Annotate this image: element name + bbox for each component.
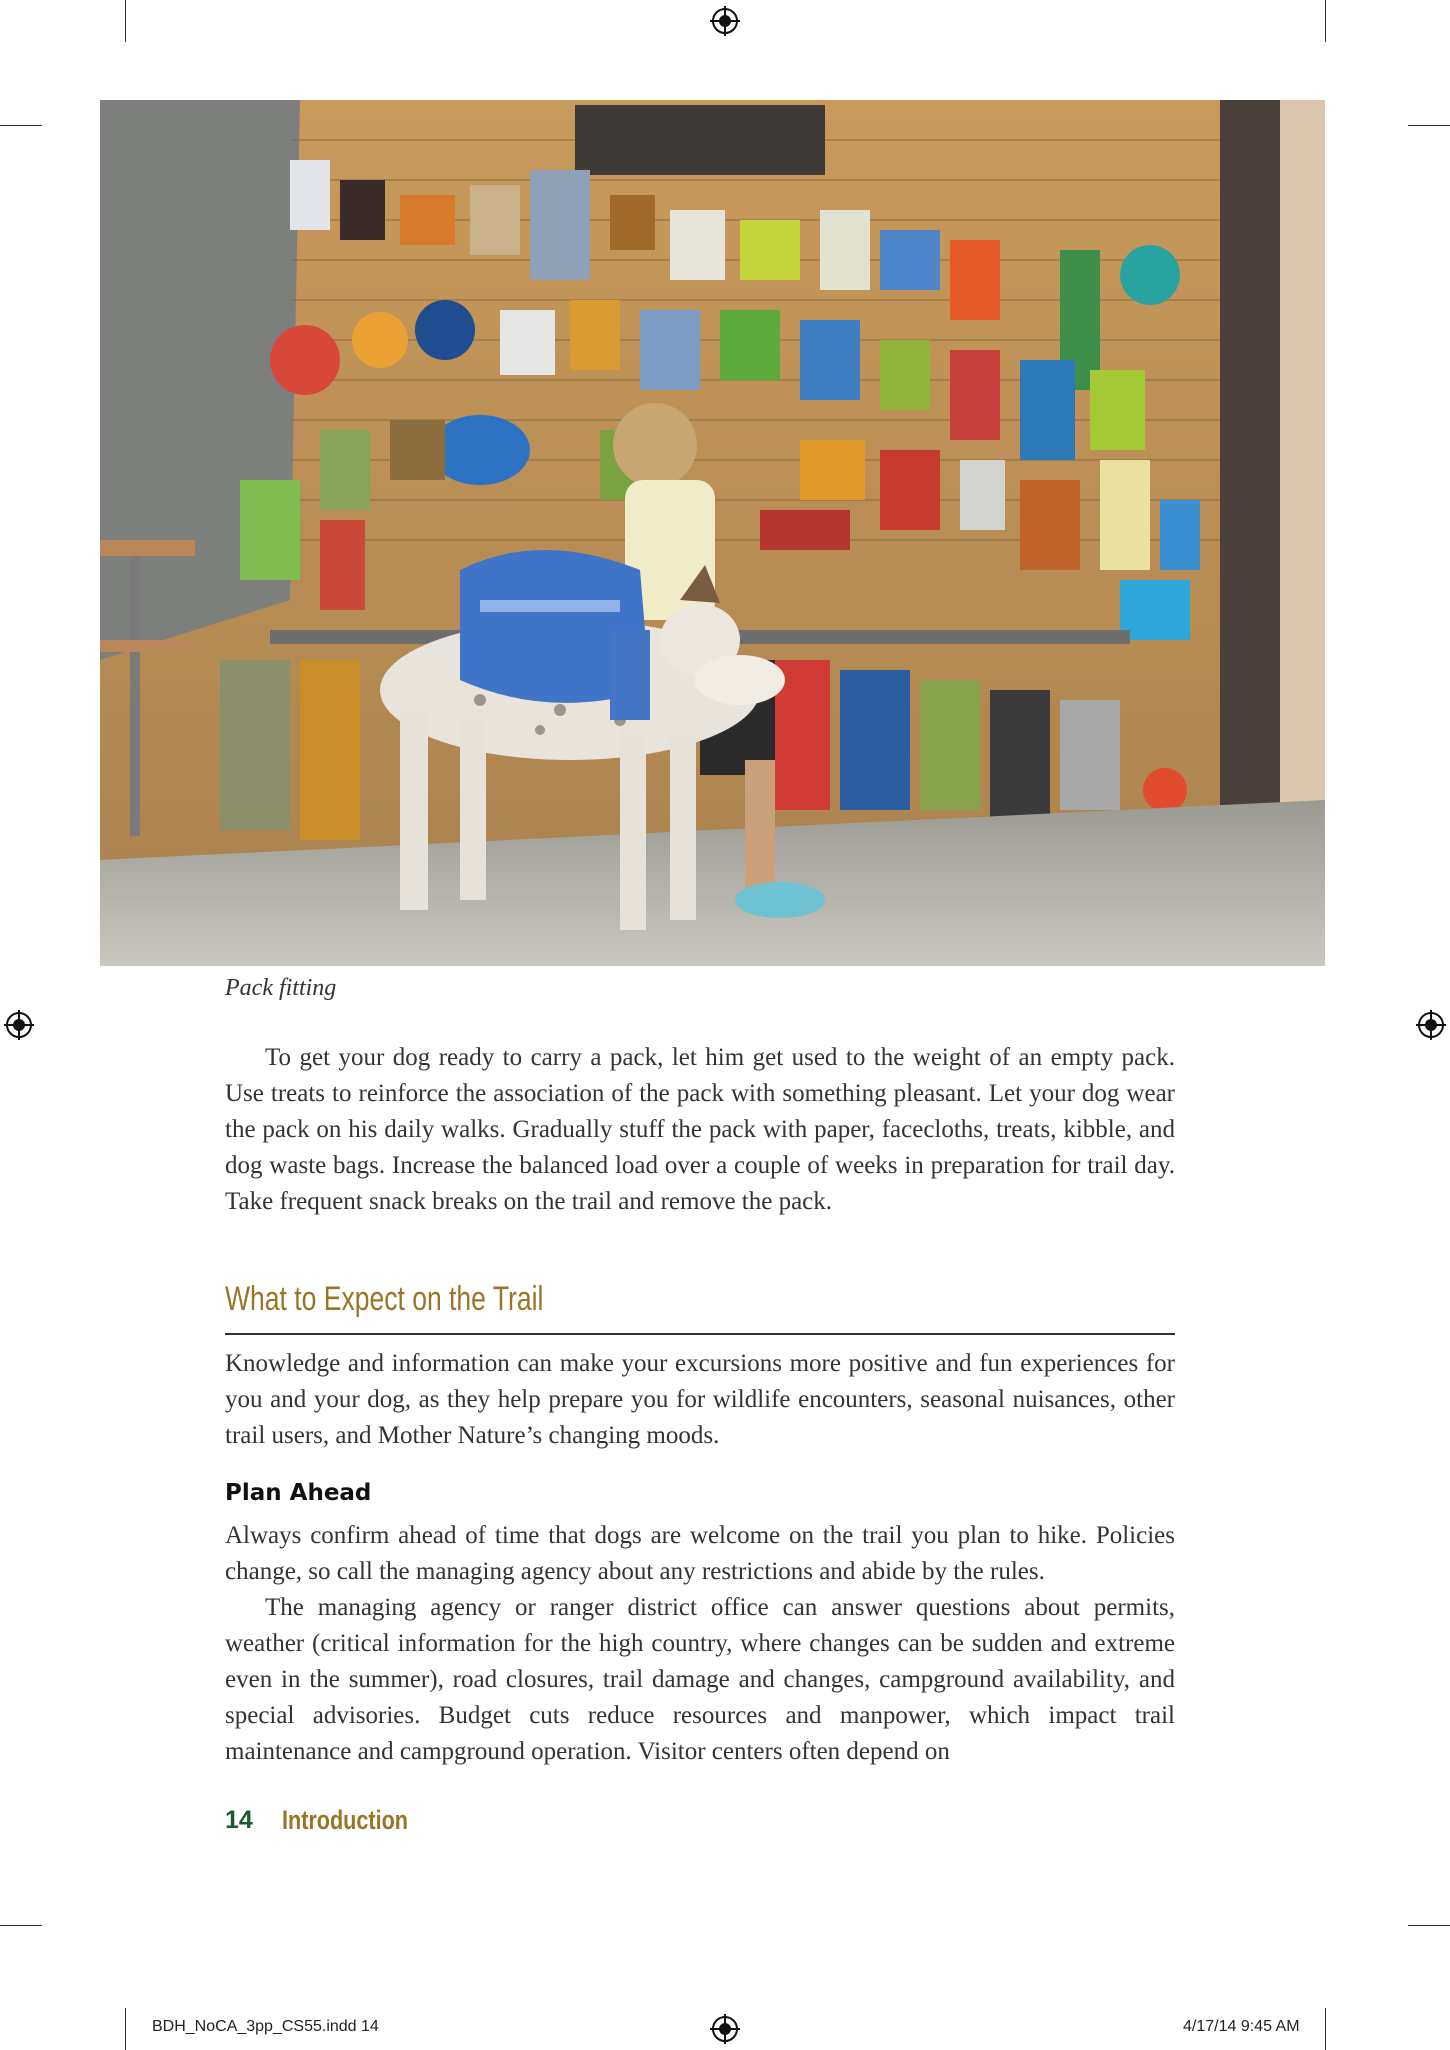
crop-mark — [125, 0, 126, 42]
crop-mark — [1408, 1925, 1450, 1926]
registration-mark-icon — [710, 2014, 740, 2044]
registration-mark-icon — [1416, 1010, 1446, 1040]
section-intro-paragraph: Knowledge and information can make your excursions more positive and fun experiences for you and your dog, as they help prepare you for wildlife encounters, seasonal nuisances, other trail users, and Mother Nature’s changing moods. — [225, 1350, 1175, 1449]
registration-mark-icon — [4, 1010, 34, 1040]
crop-mark — [1325, 0, 1326, 42]
slug-file-info: BDH_NoCA_3pp_CS55.indd 14 — [152, 2018, 379, 2035]
body-paragraph: To get your dog ready to carry a pack, let him get used to the weight of an empty pack. Use treats to reinforce the association of the pack with something pleasant. Let your dog wear the pack on his daily walks. Gradually stuff the pack with paper, facecloths, treats, kibble, and dog waste bags. Increase the balanced load over a couple of weeks in preparation for trail day. Take frequent snack breaks on the trail and remove the pack. — [225, 1044, 1175, 1215]
crop-mark — [0, 125, 42, 126]
slug-date-info: 4/17/14 9:45 AM — [1183, 2018, 1300, 2035]
heading-rule — [225, 1333, 1175, 1335]
page-number: 14 — [225, 1806, 253, 1834]
crop-mark — [0, 1925, 42, 1926]
subsection-heading: Plan Ahead — [225, 1480, 372, 1506]
pack-fitting-photo — [100, 100, 1325, 966]
crop-mark — [1325, 2008, 1326, 2050]
body-paragraph: Always confirm ahead of time that dogs are welcome on the trail you plan to hike. Policies change, so call the managing agency about any restrictions and abide by the rules. — [225, 1522, 1175, 1585]
crop-mark — [125, 2008, 126, 2050]
body-paragraph: The managing agency or ranger district office can answer questions about permits, weather (critical information for the high country, where changes can be sudden and extreme even in the summer), road closures, trail damage and changes, campground availability, and special advisories. Budget cuts reduce resources and manpower, which impact trail maintenance and campground operation. Visitor centers often depend on — [225, 1594, 1175, 1765]
running-footer-title: Introduction — [282, 1805, 408, 1835]
registration-mark-icon — [710, 6, 740, 36]
photo-caption: Pack fitting — [225, 975, 337, 1001]
crop-mark — [1408, 125, 1450, 126]
section-heading: What to Expect on the Trail — [225, 1280, 544, 1318]
